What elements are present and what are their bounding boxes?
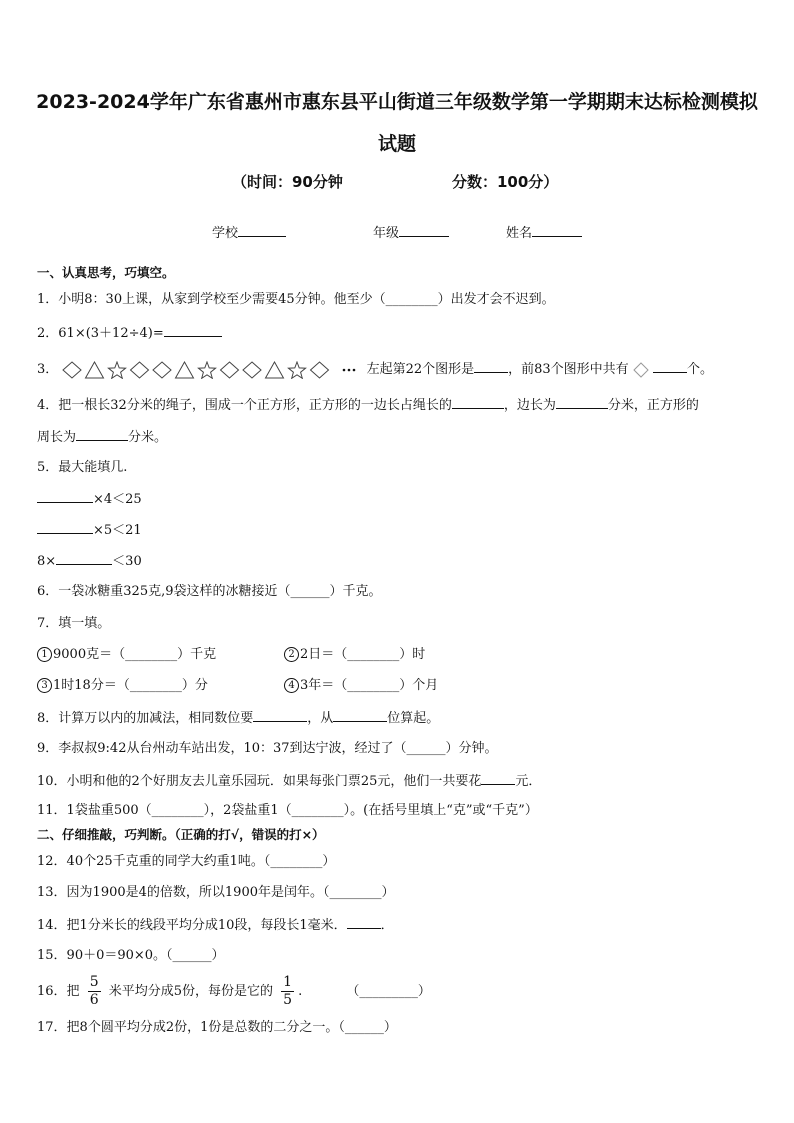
exam-title-line2: 试题 — [377, 133, 416, 155]
question-8: 8．计算万以内的加减法，相同数位要 ，从 位算起。 — [37, 711, 440, 726]
school-field[interactable] — [212, 222, 286, 241]
grade-label: 年级 — [373, 226, 400, 241]
answer-blank[interactable] — [481, 772, 515, 785]
question-14: 14．把1分米长的线段平均分成10段，每段长1毫米． ． — [37, 918, 394, 933]
question-15: 15．90＋0＝90×0。（______） — [37, 948, 225, 963]
answer-blank[interactable] — [474, 360, 508, 373]
school-blank[interactable] — [238, 224, 286, 237]
star-icon — [199, 362, 216, 378]
diamond-icon — [221, 362, 239, 378]
diamond-icon — [131, 362, 149, 378]
shape-sequence — [62, 361, 362, 379]
triangle-icon — [266, 362, 284, 378]
diamond-icon — [153, 362, 171, 378]
answer-blank[interactable] — [164, 324, 222, 337]
name-field[interactable] — [506, 222, 582, 241]
school-label: 学校 — [212, 226, 239, 241]
answer-blank[interactable] — [333, 709, 387, 722]
diamond-icon — [63, 362, 81, 378]
question-5c: 8× ＜30 — [37, 554, 142, 569]
answer-blank[interactable] — [347, 916, 381, 929]
question-3: 3． 左起第22个图形是 ，前83个图形中共有 个。 — [37, 362, 713, 377]
triangle-icon — [86, 362, 104, 378]
star-icon — [289, 362, 306, 378]
section2-heading: 二、仔细推敲，巧判断。（正确的打√，错误的打×） — [37, 827, 325, 842]
question-4-cont: 周长为 分米。 — [37, 430, 168, 445]
question-5b: ×5＜21 — [37, 521, 142, 539]
star-icon — [109, 362, 126, 378]
question-5: 5．最大能填几. — [37, 460, 128, 475]
question-13: 13．因为1900是4的倍数，所以1900年是闰年。（________） — [37, 885, 395, 900]
exam-score: 分数：100分） — [452, 173, 559, 191]
answer-blank[interactable] — [653, 360, 687, 373]
diamond-icon — [633, 362, 649, 378]
grade-blank[interactable] — [399, 224, 449, 237]
question-2: 2．61×(3＋12÷4)= — [37, 324, 222, 342]
triangle-icon — [176, 362, 194, 378]
question-7-4: 4 3年＝（________）个月 — [284, 678, 438, 694]
fraction: $\frac{5}{6}$ — [89, 974, 99, 1008]
answer-blank[interactable] — [556, 396, 608, 409]
question-5a: ×4＜25 — [37, 490, 142, 508]
answer-blank[interactable] — [37, 521, 93, 534]
answer-blank[interactable] — [253, 709, 307, 722]
name-blank[interactable] — [532, 224, 582, 237]
section1-heading: 一、认真思考，巧填空。 — [37, 265, 175, 280]
question-7: 7．填一填。 — [37, 616, 111, 631]
answer-blank[interactable] — [452, 396, 504, 409]
answer-blank[interactable] — [37, 490, 93, 503]
fraction: $\frac{1}{5}$ — [283, 974, 293, 1008]
question-9: 9．李叔叔9:42从台州动车站出发，10：37到达宁波，经过了（______）分钟。 — [37, 741, 498, 756]
circled-number: 1 — [37, 647, 52, 662]
circled-number: 4 — [284, 678, 299, 693]
answer-blank[interactable] — [76, 428, 128, 441]
grade-field[interactable] — [373, 222, 449, 241]
name-label: 姓名 — [506, 226, 533, 241]
question-7-2: 2 2日＝（________）时 — [284, 647, 425, 663]
circled-number: 2 — [284, 647, 299, 662]
question-17: 17．把8个圆平均分成2份，1份是总数的二分之一。（______） — [37, 1020, 397, 1035]
question-7-3: 3 1时18分＝（________）分 — [37, 678, 208, 694]
question-7-1: 1 9000克＝（________）千克 — [37, 647, 216, 663]
question-6: 6．一袋冰糖重325克,9袋这样的冰糖接近（______）千克。 — [37, 584, 382, 599]
exam-title-line1: 2023-2024学年广东省惠州市惠东县平山街道三年级数学第一学期期末达标检测模拟 — [36, 91, 758, 113]
question-4: 4．把一根长32分米的绳子，围成一个正方形，正方形的一边长占绳长的 ，边长为 分米，正方形的 — [37, 398, 699, 413]
diamond-icon — [311, 362, 329, 378]
answer-blank[interactable] — [56, 552, 112, 565]
exam-time: （时间：90分钟 — [232, 173, 343, 191]
question-12: 12．40个25千克重的同学大约重1吨。（________） — [37, 854, 336, 869]
circled-number: 3 — [37, 678, 52, 693]
question-1: 1．小明8：30上课，从家到学校至少需要45分钟。他至少（________）出发才会不迟到。 — [37, 292, 555, 307]
question-10: 10．小明和他的2个好朋友去儿童乐园玩．如果每张门票25元，他们一共要花 元． — [37, 774, 542, 789]
question-16: 16．把 $\frac{5}{6}$ 米平均分成5份，每份是它的 $\frac{1}{5}$ . （_________） — [37, 974, 431, 1008]
diamond-icon — [243, 362, 261, 378]
question-11: 11．1袋盐重500（________），2袋盐重1（________）。(在括号里填上“克”或“千克”） — [37, 803, 538, 818]
